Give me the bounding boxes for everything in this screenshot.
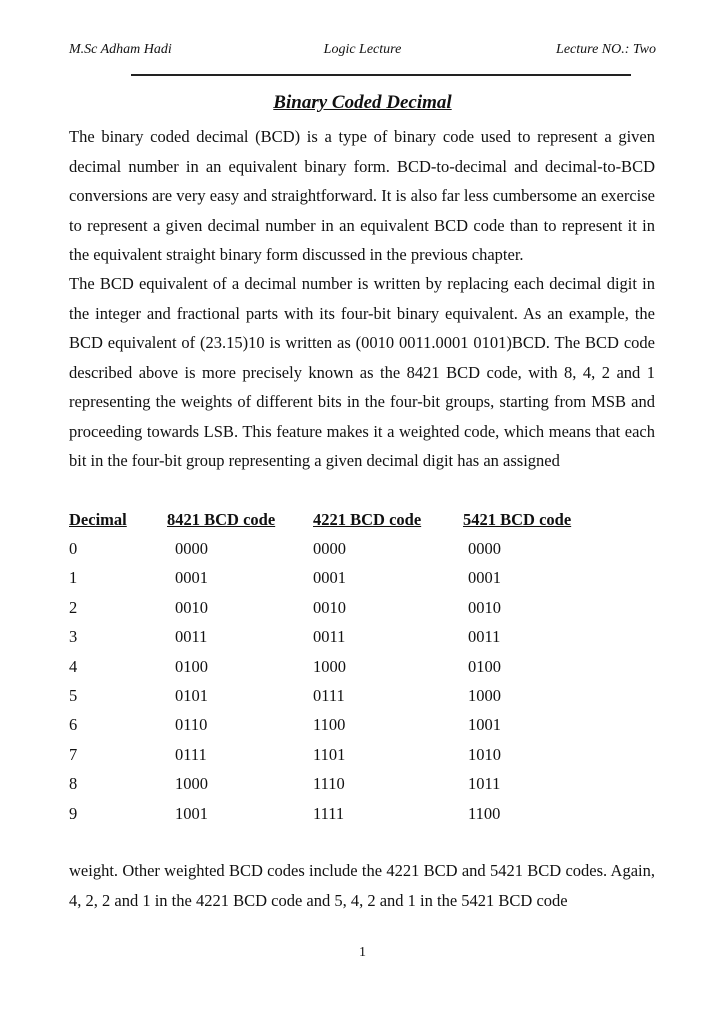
- cell-4221: 1100: [313, 715, 346, 735]
- table-row: [69, 711, 628, 740]
- cell-4221: 0011: [313, 627, 346, 647]
- cell-8421: 0010: [175, 597, 208, 617]
- cell-4221: 0111: [313, 686, 345, 706]
- cell-4221: 0010: [313, 597, 346, 617]
- cell-decimal: 7: [69, 744, 78, 764]
- header-lecture-number: Lecture NO.: Two: [556, 42, 656, 57]
- cell-decimal: 6: [69, 715, 78, 735]
- paragraph-intro: The binary coded decimal (BCD) is a type of binary code used to represent a given decimal number in an equivalent binary form. BCD-to-decimal and decimal-to-BCD conversions are very easy and straightforward. It is also far less cumbersome an exercise to represent a given decimal number in an equivalent BCD code than to represent it in the equivalent straight binary form discussed in the previous chapter.: [69, 127, 655, 264]
- cell-decimal: 2: [69, 597, 78, 617]
- table-row: [69, 652, 628, 681]
- cell-8421: 0101: [175, 686, 208, 706]
- cell-5421: 1010: [468, 744, 501, 764]
- cell-8421: 0110: [175, 715, 208, 735]
- page-header: [69, 42, 656, 64]
- cell-4221: 0000: [313, 539, 346, 559]
- page-number: 1: [359, 945, 366, 960]
- table-row: [69, 593, 628, 622]
- cell-5421: 1100: [468, 803, 501, 823]
- cell-decimal: 5: [69, 686, 78, 706]
- cell-decimal: 4: [69, 656, 78, 676]
- bcd-code-table: [69, 505, 628, 828]
- table-row: [69, 740, 628, 769]
- cell-4221: 1101: [313, 744, 346, 764]
- cell-5421: 0011: [468, 627, 501, 647]
- table-row: [69, 564, 628, 593]
- cell-decimal: 1: [69, 568, 78, 588]
- table-row: [69, 534, 628, 563]
- cell-5421: 0100: [468, 656, 501, 676]
- cell-decimal: 3: [69, 627, 78, 647]
- cell-4221: 1000: [313, 656, 346, 676]
- cell-5421: 0010: [468, 597, 501, 617]
- cell-8421: 1001: [175, 803, 208, 823]
- cell-decimal: 9: [69, 803, 78, 823]
- cell-4221: 1110: [313, 774, 345, 794]
- cell-5421: 0001: [468, 568, 501, 588]
- table-row: [69, 770, 628, 799]
- cell-5421: 1000: [468, 686, 501, 706]
- table-row: [69, 681, 628, 710]
- cell-5421: 1011: [468, 774, 501, 794]
- header-course: Logic Lecture: [323, 42, 402, 57]
- cell-8421: 0011: [175, 627, 208, 647]
- header-rule: [131, 74, 631, 76]
- cell-decimal: 8: [69, 774, 78, 794]
- column-header-decimal: Decimal: [69, 509, 127, 529]
- column-header-5421: 5421 BCD code: [463, 509, 572, 529]
- paragraph-bcd-equivalent: The BCD equivalent of a decimal number is written by replacing each decimal digit in the integer and fractional parts with its four-bit binary equivalent. As an example, the BCD equivalent of (23.15)10 is written as (0010 0011.0001 0101)BCD. The BCD code described above is more precisely known as the 8421 BCD code, with 8, 4, 2 and 1 representing the weights of different bits in the four-bit groups, starting from MSB and proceeding towards LSB. This feature makes it a weighted code, which means that each bit in the four-bit group representing a given decimal digit has an assigned: [69, 274, 655, 470]
- cell-decimal: 0: [69, 539, 78, 559]
- table-row: [69, 623, 628, 652]
- cell-8421: 0111: [175, 744, 207, 764]
- cell-8421: 1000: [175, 774, 208, 794]
- cell-5421: 0000: [468, 539, 501, 559]
- header-author: M.Sc Adham Hadi: [69, 42, 172, 57]
- cell-8421: 0100: [175, 656, 208, 676]
- paragraph-weighted-codes: weight. Other weighted BCD codes include the 4221 BCD and 5421 BCD codes. Again, 4, 2, 2 and 1 in the 4221 BCD code and 5, 4, 2 and 1 in the 5421 BCD code: [69, 861, 655, 910]
- cell-8421: 0000: [175, 539, 208, 559]
- cell-4221: 0001: [313, 568, 346, 588]
- cell-8421: 0001: [175, 568, 208, 588]
- cell-5421: 1001: [468, 715, 501, 735]
- table-header-row: [69, 505, 628, 534]
- column-header-8421: 8421 BCD code: [167, 509, 276, 529]
- column-header-4221: 4221 BCD code: [313, 509, 422, 529]
- cell-4221: 1111: [313, 803, 345, 823]
- table-row: [69, 799, 628, 828]
- page-title: Binary Coded Decimal: [273, 92, 452, 113]
